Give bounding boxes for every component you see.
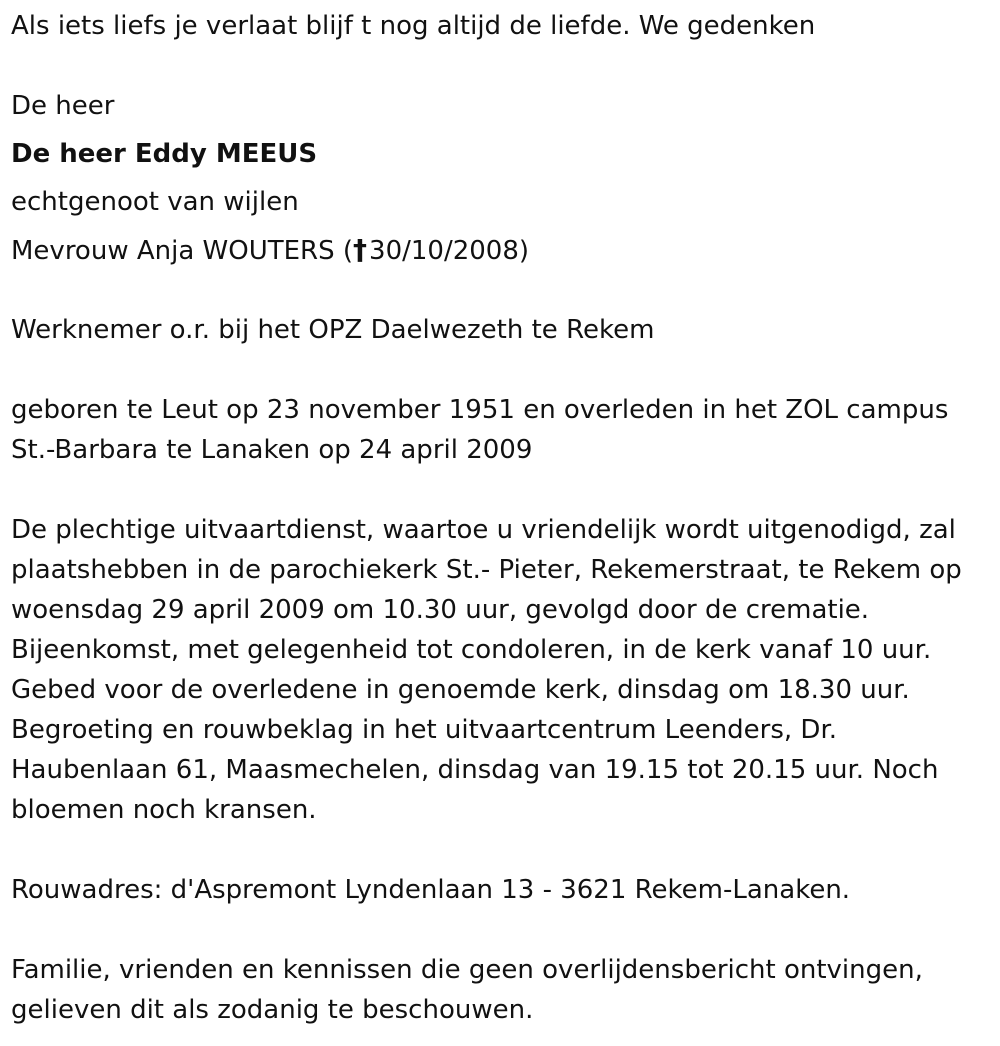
birth-death-line: geboren te Leut op 23 november 1951 en overleden in het ZOL campus: [11, 395, 949, 425]
spouse-name: Mevrouw Anja WOUTERS (: [11, 236, 354, 266]
mourning-address: Rouwadres: d'Aspremont Lyndenlaan 13 - 3621 Rekem-Lanaken.: [11, 875, 851, 905]
salutation: De heer: [11, 91, 115, 121]
deceased-name: De heer Eddy MEEUS: [11, 139, 318, 169]
ceremony-line: De plechtige uitvaartdienst, waartoe u vriendelijk wordt uitgenodigd, zal: [11, 515, 956, 545]
spouse-line: [11, 230, 529, 271]
ceremony-line: Begroeting en rouwbeklag in het uitvaartcentrum Leenders, Dr.: [11, 715, 838, 745]
intro-text: Als iets liefs je verlaat blijf t nog altijd de liefde. We gedenken: [11, 11, 816, 41]
birth-death-line: St.-Barbara te Lanaken op 24 april 2009: [11, 435, 533, 465]
ceremony-line: Gebed voor de overledene in genoemde kerk, dinsdag om 18.30 uur.: [11, 675, 910, 705]
cross-icon: †: [353, 233, 368, 266]
spouse-relation: echtgenoot van wijlen: [11, 187, 299, 217]
ceremony-line: bloemen noch kransen.: [11, 795, 317, 825]
ceremony-line: Haubenlaan 61, Maasmechelen, dinsdag van 19.15 tot 20.15 uur. Noch: [11, 755, 939, 785]
closing-line: Familie, vrienden en kennissen die geen overlijdensbericht ontvingen,: [11, 955, 923, 985]
ceremony-line: plaatshebben in de parochiekerk St.- Pieter, Rekemerstraat, te Rekem op: [11, 555, 962, 585]
spouse-death-date: 30/10/2008): [369, 236, 530, 266]
occupation: Werknemer o.r. bij het OPZ Daelwezeth te Rekem: [11, 315, 655, 345]
ceremony-line: Bijeenkomst, met gelegenheid tot condoleren, in de kerk vanaf 10 uur.: [11, 635, 932, 665]
ceremony-line: woensdag 29 april 2009 om 10.30 uur, gevolgd door de crematie.: [11, 595, 870, 625]
closing-line: gelieven dit als zodanig te beschouwen.: [11, 995, 534, 1025]
